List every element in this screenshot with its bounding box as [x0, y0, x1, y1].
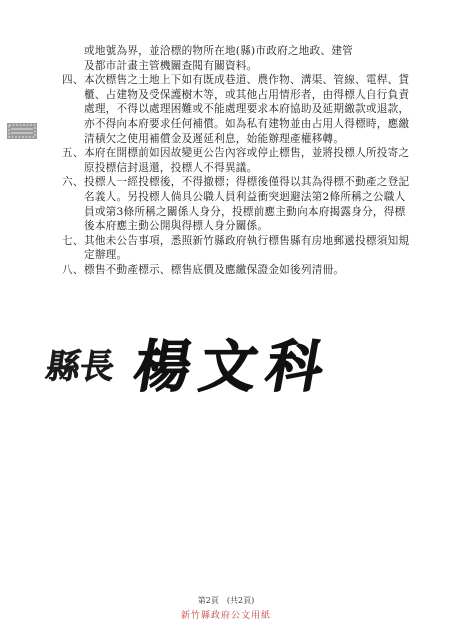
clause-7 [62, 234, 414, 263]
clause-number: 八、 [62, 263, 84, 276]
continuation-line: 或地號為界，並洽標的物所在地(縣)市政府之地政、建管 [84, 45, 354, 57]
clause-8 [62, 263, 414, 278]
clause-4 [62, 73, 414, 146]
clause-text: 本府在開標前如因故變更公告內容或停止標售，並將投標人所投寄之原投標信封退還，投標人不得異議。 [84, 147, 410, 174]
clause-number: 四、 [62, 74, 84, 87]
signature-block [43, 326, 340, 404]
margin-stamp-icon [6, 121, 38, 141]
clause-text: 投標人一經投標後，不得撤標；得標後僅得以其為得標不動產之登記名義人。另投標人倘具公職人員利益衝突迴避法第2條所稱之公職人員或第3條所稱之關係人身分，投標前應主動向本府揭露身分，得標後本府應主動公開與得標人身分關係。 [84, 176, 410, 233]
clause-number: 五、 [62, 147, 84, 160]
clause-text: 其他未公告事項，悉照新竹縣政府執行標售縣有房地郵遞投標須知規定辦理。 [84, 234, 410, 262]
clause-number: 七、 [62, 234, 84, 247]
clause-number: 六、 [62, 176, 84, 189]
clause-text: 標售不動產標示、標售底價及應繳保證金如後列清冊。 [84, 263, 345, 276]
signature-title: 縣長 [43, 347, 118, 387]
clause-text: 本次標售之土地上下如有既成巷道、農作物、溝渠、管線、電桿、貨櫃、占建物及受保護樹木等，或其他占用情形者，由得標人自行負責處理，不得以處理困難或不能處理要求本府協助及延期繳款或退款，亦不得向本府要求任何補償。如為私有建物並由占用人得標時，應繳清積欠之使用補償金及遲延利息，始能辦理產權移轉。 [84, 74, 410, 145]
official-paper-label: 新竹縣政府公文用紙 [180, 611, 271, 621]
page-number: 第2頁 (共2頁) [197, 596, 255, 605]
clause-5 [62, 146, 414, 175]
announcement-body [62, 44, 414, 278]
continuation-line: 及都市計畫主管機關查閱有關資料。 [84, 59, 258, 72]
clause-6 [62, 175, 414, 233]
continuation-paragraph [62, 44, 414, 73]
signature-name: 楊文科 [128, 334, 339, 400]
